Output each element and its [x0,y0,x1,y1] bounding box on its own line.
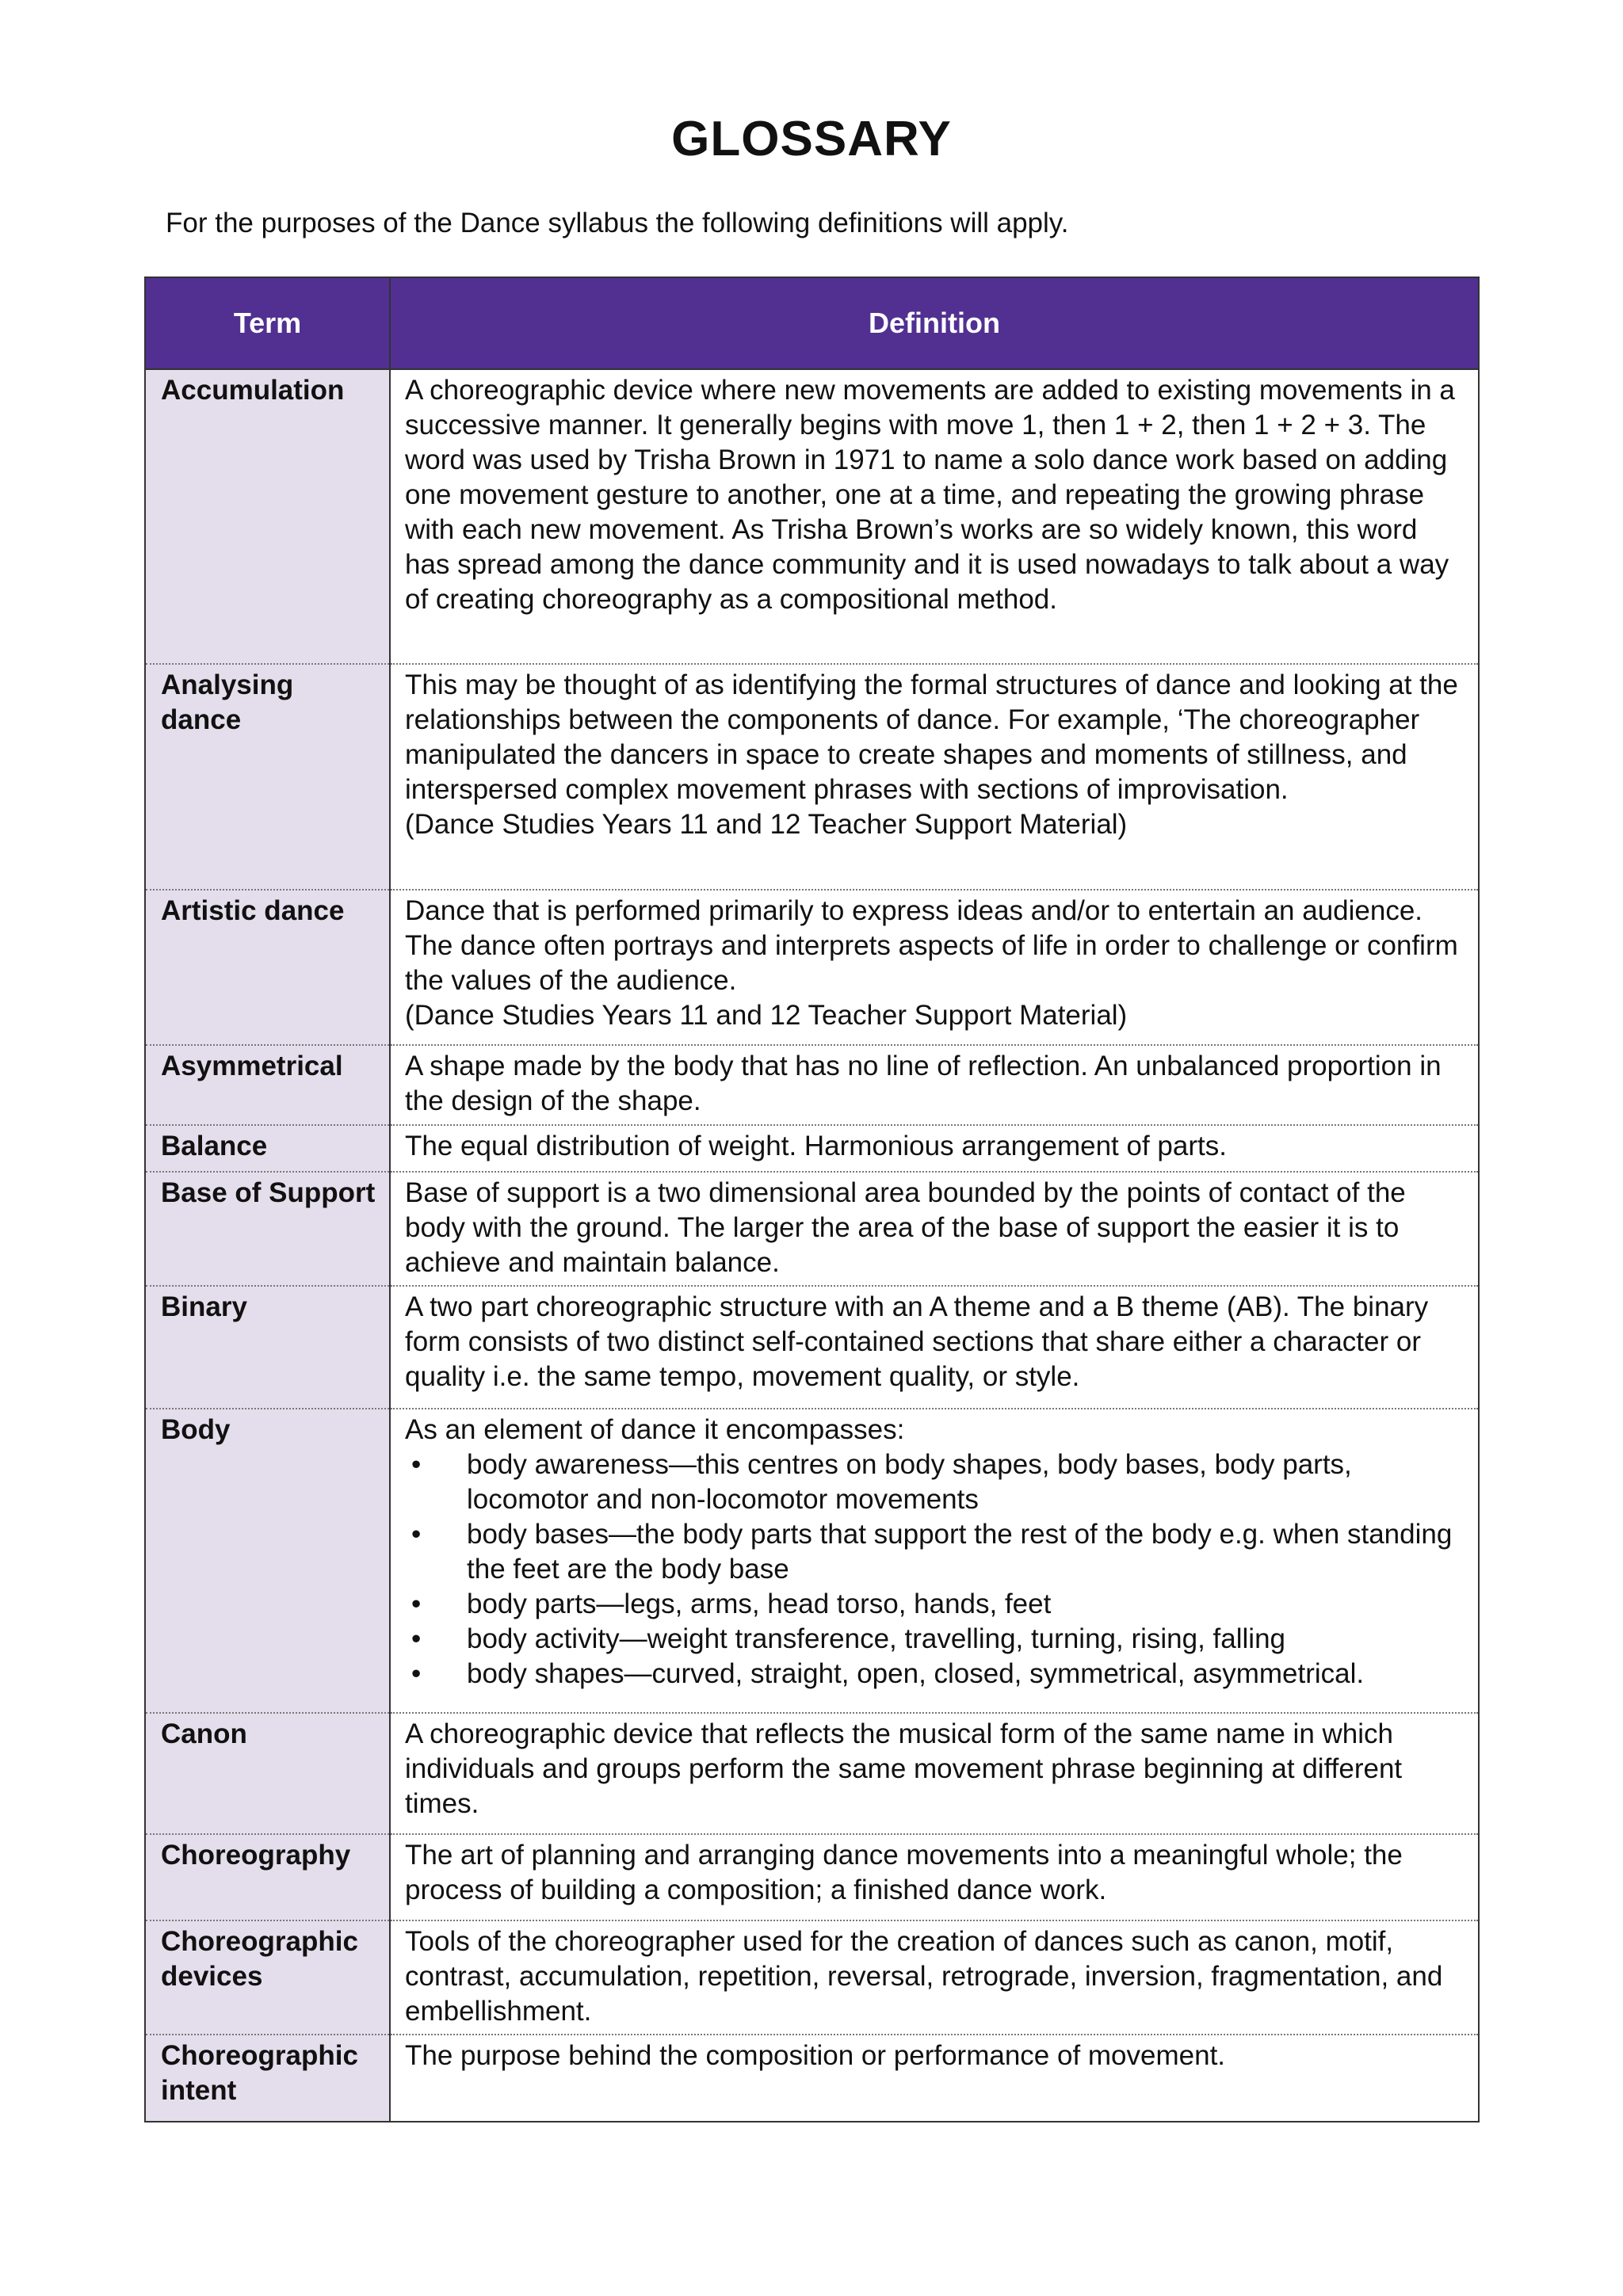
definition-cell [390,1713,1479,1834]
bullet-icon: • [411,1519,422,1550]
term-cell: Artistic dance [145,890,390,1045]
definition-cell [390,1409,1479,1713]
table-row [145,1286,1479,1409]
term-cell: Asymmetrical [145,1045,390,1125]
definition-cell [390,664,1479,890]
intro-text: For the purposes of the Dance syllabus the following definitions will apply. [166,208,1069,238]
definition-text: A choreographic device that reflects the musical form of the same name in which individuals and groups perform the same movement phrase beginning at different times. [405,1718,1403,1819]
definition-cell [390,369,1479,664]
definition-column-header: Definition [390,277,1479,369]
table-row [145,1045,1479,1125]
definition-text: Dance that is performed primarily to express ideas and/or to entertain an audience. The dance often portrays and interprets aspects of life in order to challenge or confirm the values of the audience. [405,895,1458,996]
definition-cell [390,2035,1479,2122]
table-row [145,1834,1479,1920]
table-row [145,890,1479,1045]
bullet-icon: • [411,1449,422,1480]
term-cell: Balance [145,1125,390,1172]
definition-text: The art of planning and arranging dance movements into a meaningful whole; the process of building a composition; a finished dance work. [405,1840,1403,1905]
bullet-icon: • [411,1589,422,1619]
definition-cell [390,1125,1479,1172]
term-cell: Accumulation [145,369,390,664]
definition-text: The purpose behind the composition or performance of movement. [405,2040,1226,2071]
table-row [145,1713,1479,1834]
term-cell: Canon [145,1713,390,1834]
term-cell: Choreography [145,1834,390,1920]
definition-cell [390,1920,1479,2035]
table-row [145,369,1479,664]
table-row [145,2035,1479,2122]
list-item: • body activity—weight transference, travelling, turning, rising, falling [405,1622,1465,1657]
definition-cell [390,890,1479,1045]
term-cell: Choreographic devices [145,1920,390,2035]
definition-text: As an element of dance it encompasses: [405,1414,905,1445]
bullet-list [405,1447,1465,1691]
table-row [145,1125,1479,1172]
definition-text: A choreographic device where new movements are added to existing movements in a successive manner. It generally begins with move 1, then 1 + 2, then 1 + 2 + 3. The word was used by Trisha Brown in 1971 to name a solo dance work based on adding one movement gesture to another, one at a time, and repeating the growing phrase with each new movement. As Trisha Brown’s works are so widely known, this word has spread among the dance community and it is used nowadays to talk about a way of creating choreography as a compositional method. [405,375,1455,615]
definition-text: A two part choreographic structure with an A theme and a B theme (AB). The binary form consists of two distinct self-contained sections that share either a character or quality i.e. the same tempo, movement quality, or style. [405,1291,1429,1392]
definition-text: A shape made by the body that has no line of reflection. An unbalanced proportion in the design of the shape. [405,1051,1442,1116]
definition-text: The equal distribution of weight. Harmonious arrangement of parts. [405,1131,1227,1161]
definition-text: Base of support is a two dimensional area bounded by the points of contact of the body with the ground. The larger the area of the base of support the easier it is to achieve and maintain balance. [405,1177,1406,1278]
list-item: • body shapes—curved, straight, open, closed, symmetrical, asymmetrical. [405,1657,1465,1691]
definition-source: (Dance Studies Years 11 and 12 Teacher Support Material) [405,1000,1128,1031]
list-item: • body parts—legs, arms, head torso, hands, feet [405,1587,1465,1622]
table-row [145,1920,1479,2035]
definition-cell [390,1834,1479,1920]
bullet-icon: • [411,1623,422,1654]
table-row [145,1409,1479,1713]
term-cell: Body [145,1409,390,1713]
term-cell: Binary [145,1286,390,1409]
term-cell: Analysing dance [145,664,390,890]
list-item: • body awareness—this centres on body shapes, body bases, body parts, locomotor and non-locomotor movements [411,1449,1352,1515]
definition-cell [390,1286,1479,1409]
definition-text: Tools of the choreographer used for the creation of dances such as canon, motif, contrast, accumulation, repetition, reversal, retrograde, inversion, fragmentation, and embellishment. [405,1926,1443,2027]
definition-cell [390,1045,1479,1125]
definition-text: This may be thought of as identifying the formal structures of dance and looking at the relationships between the components of dance. For example, ‘The choreographer manipulated the dancers in space to create shapes and moments of stillness, and interspersed complex movement phrases with sections of improvisation. [405,669,1458,805]
table-row [145,1172,1479,1286]
definition-cell [390,1172,1479,1286]
page-title: GLOSSARY [671,112,952,166]
table-row [145,664,1479,890]
term-cell: Choreographic intent [145,2035,390,2122]
bullet-icon: • [411,1658,422,1689]
term-cell: Base of Support [145,1172,390,1286]
list-item: • body bases—the body parts that support the rest of the body e.g. when standing the feet are the body base [411,1519,1453,1585]
definition-source: (Dance Studies Years 11 and 12 Teacher Support Material) [405,809,1128,840]
glossary-table [144,277,1480,2122]
term-column-header: Term [145,277,390,369]
table-header-row [145,277,1479,369]
